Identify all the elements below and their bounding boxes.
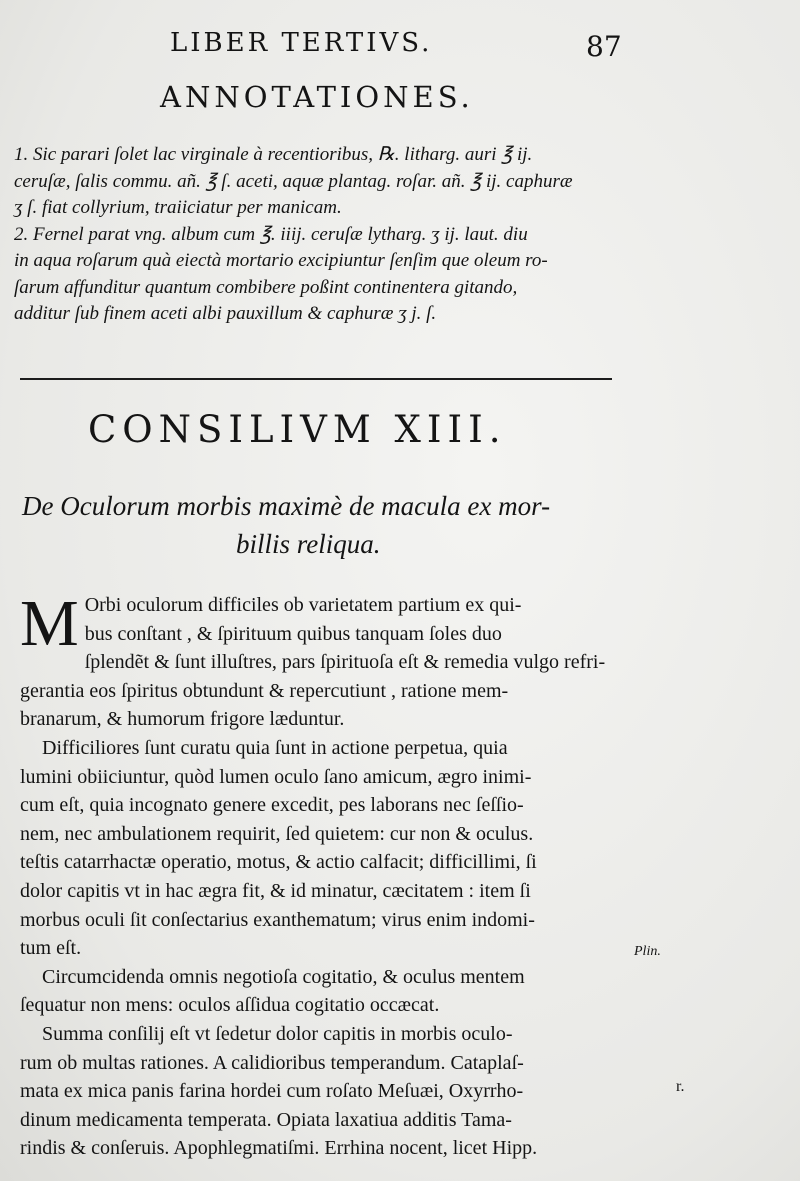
subtitle-line-2: billis reliqua. bbox=[236, 529, 381, 559]
text-line: dolor capitis vt in hac ægra fit, & id minatur, cæcitatem : item ſi bbox=[20, 879, 531, 902]
text-line: tum eſt. bbox=[20, 937, 82, 960]
margin-mark: r. bbox=[676, 1078, 685, 1095]
paragraph-4 bbox=[20, 1020, 626, 1163]
subtitle-line-1: De Oculorum morbis maximè de macula ex mor- bbox=[22, 491, 551, 521]
text-line: mata ex mica panis farina hordei cum roſato Meſuæi, Oxyrrho- bbox=[20, 1080, 524, 1103]
annotation-line: in aqua roſarum quà eiectà mortario excipiuntur ſenſim que oleum ro- bbox=[14, 250, 548, 271]
annotation-line: ʒ ſ. fiat collyrium, traiiciatur per manicam. bbox=[14, 197, 342, 218]
annotations-heading: ANNOTATIONES. bbox=[160, 80, 474, 114]
annotations-block bbox=[14, 142, 624, 328]
text-line: teſtis catarrhactæ operatio, motus, & actio calfacit; difficillimi, ſi bbox=[20, 851, 537, 874]
text-line: cum eſt, quia incognato genere excedit, pes laborans nec ſeſſio- bbox=[20, 794, 524, 817]
text-line: branarum, & humorum frigore læduntur. bbox=[20, 708, 345, 731]
paragraph-2 bbox=[20, 734, 626, 963]
text-line: bus conſtant , & ſpirituum quibus tanquam ſoles duo bbox=[84, 622, 502, 645]
annotation-line: ceruſæ, ſalis commu. añ. ℥ ſ. aceti, aquæ plantag. roſar. añ. ℥ ij. caphuræ bbox=[14, 170, 573, 192]
paragraph-1 bbox=[20, 587, 626, 734]
text-line: nem, nec ambulationem requirit, ſed quietem: cur non & oculus. bbox=[20, 822, 534, 845]
text-line: Circumcidenda omnis negotioſa cogitatio, & oculus mentem bbox=[42, 965, 525, 988]
consilium-heading: CONSILIVM XIII. bbox=[88, 408, 507, 451]
text-line: Orbi oculorum difficiles ob varietatem partium ex qui- bbox=[84, 594, 522, 616]
text-line: morbus oculi ſit conſectarius exanthematum; virus enim indomi- bbox=[20, 908, 535, 931]
text-line: Difficiliores ſunt curatu quia ſunt in actione perpetua, quia bbox=[42, 736, 508, 759]
drop-cap: M bbox=[20, 587, 79, 660]
annotation-line: ſarum affunditur quantum combibere poßint continentera gitando, bbox=[14, 276, 518, 298]
paragraph-3 bbox=[20, 963, 626, 1020]
consilium-subtitle bbox=[22, 487, 622, 563]
running-header bbox=[0, 26, 800, 66]
section-divider bbox=[20, 378, 612, 380]
annotation-line: additur ſub finem aceti albi pauxillum & caphuræ ʒ j. ſ. bbox=[14, 303, 437, 324]
page-number: 87 bbox=[586, 30, 622, 63]
annotation-line: 2. Fernel parat vng. album cum ℥. iiij. ceruſæ lytharg. ʒ ij. laut. diu bbox=[14, 223, 528, 245]
text-line: Summa conſilij eſt vt ſedetur dolor capitis in morbis oculo- bbox=[42, 1022, 513, 1045]
text-line: rum ob multas rationes. A calidioribus temperandum. Cataplaſ- bbox=[20, 1051, 524, 1074]
text-line: lumini obiiciuntur, quòd lumen oculo ſano amicum, ægro inimi- bbox=[20, 765, 532, 788]
text-line: ſequatur non mens: oculos aſſidua cogitatio occæcat. bbox=[20, 994, 440, 1017]
running-title: LIBER TERTIVS. bbox=[170, 28, 433, 58]
body-text bbox=[20, 587, 626, 1163]
annotation-line: 1. Sic parari ſolet lac virginale à recentioribus, ℞. litharg. auri ℥ ij. bbox=[14, 144, 533, 165]
text-line: ſplendẽt & ſunt illuſtres, pars ſpirituoſa eſt & remedia vulgo refri- bbox=[84, 651, 606, 674]
text-line: dinum medicamenta temperata. Opiata laxatiua additis Tama- bbox=[20, 1108, 512, 1131]
margin-note: Plin. bbox=[634, 944, 661, 959]
text-line: rindis & conſeruis. Apophlegmatiſmi. Errhina nocent, licet Hipp. bbox=[20, 1137, 538, 1160]
text-line: gerantia eos ſpiritus obtundunt & repercutiunt , ratione mem- bbox=[20, 679, 509, 702]
